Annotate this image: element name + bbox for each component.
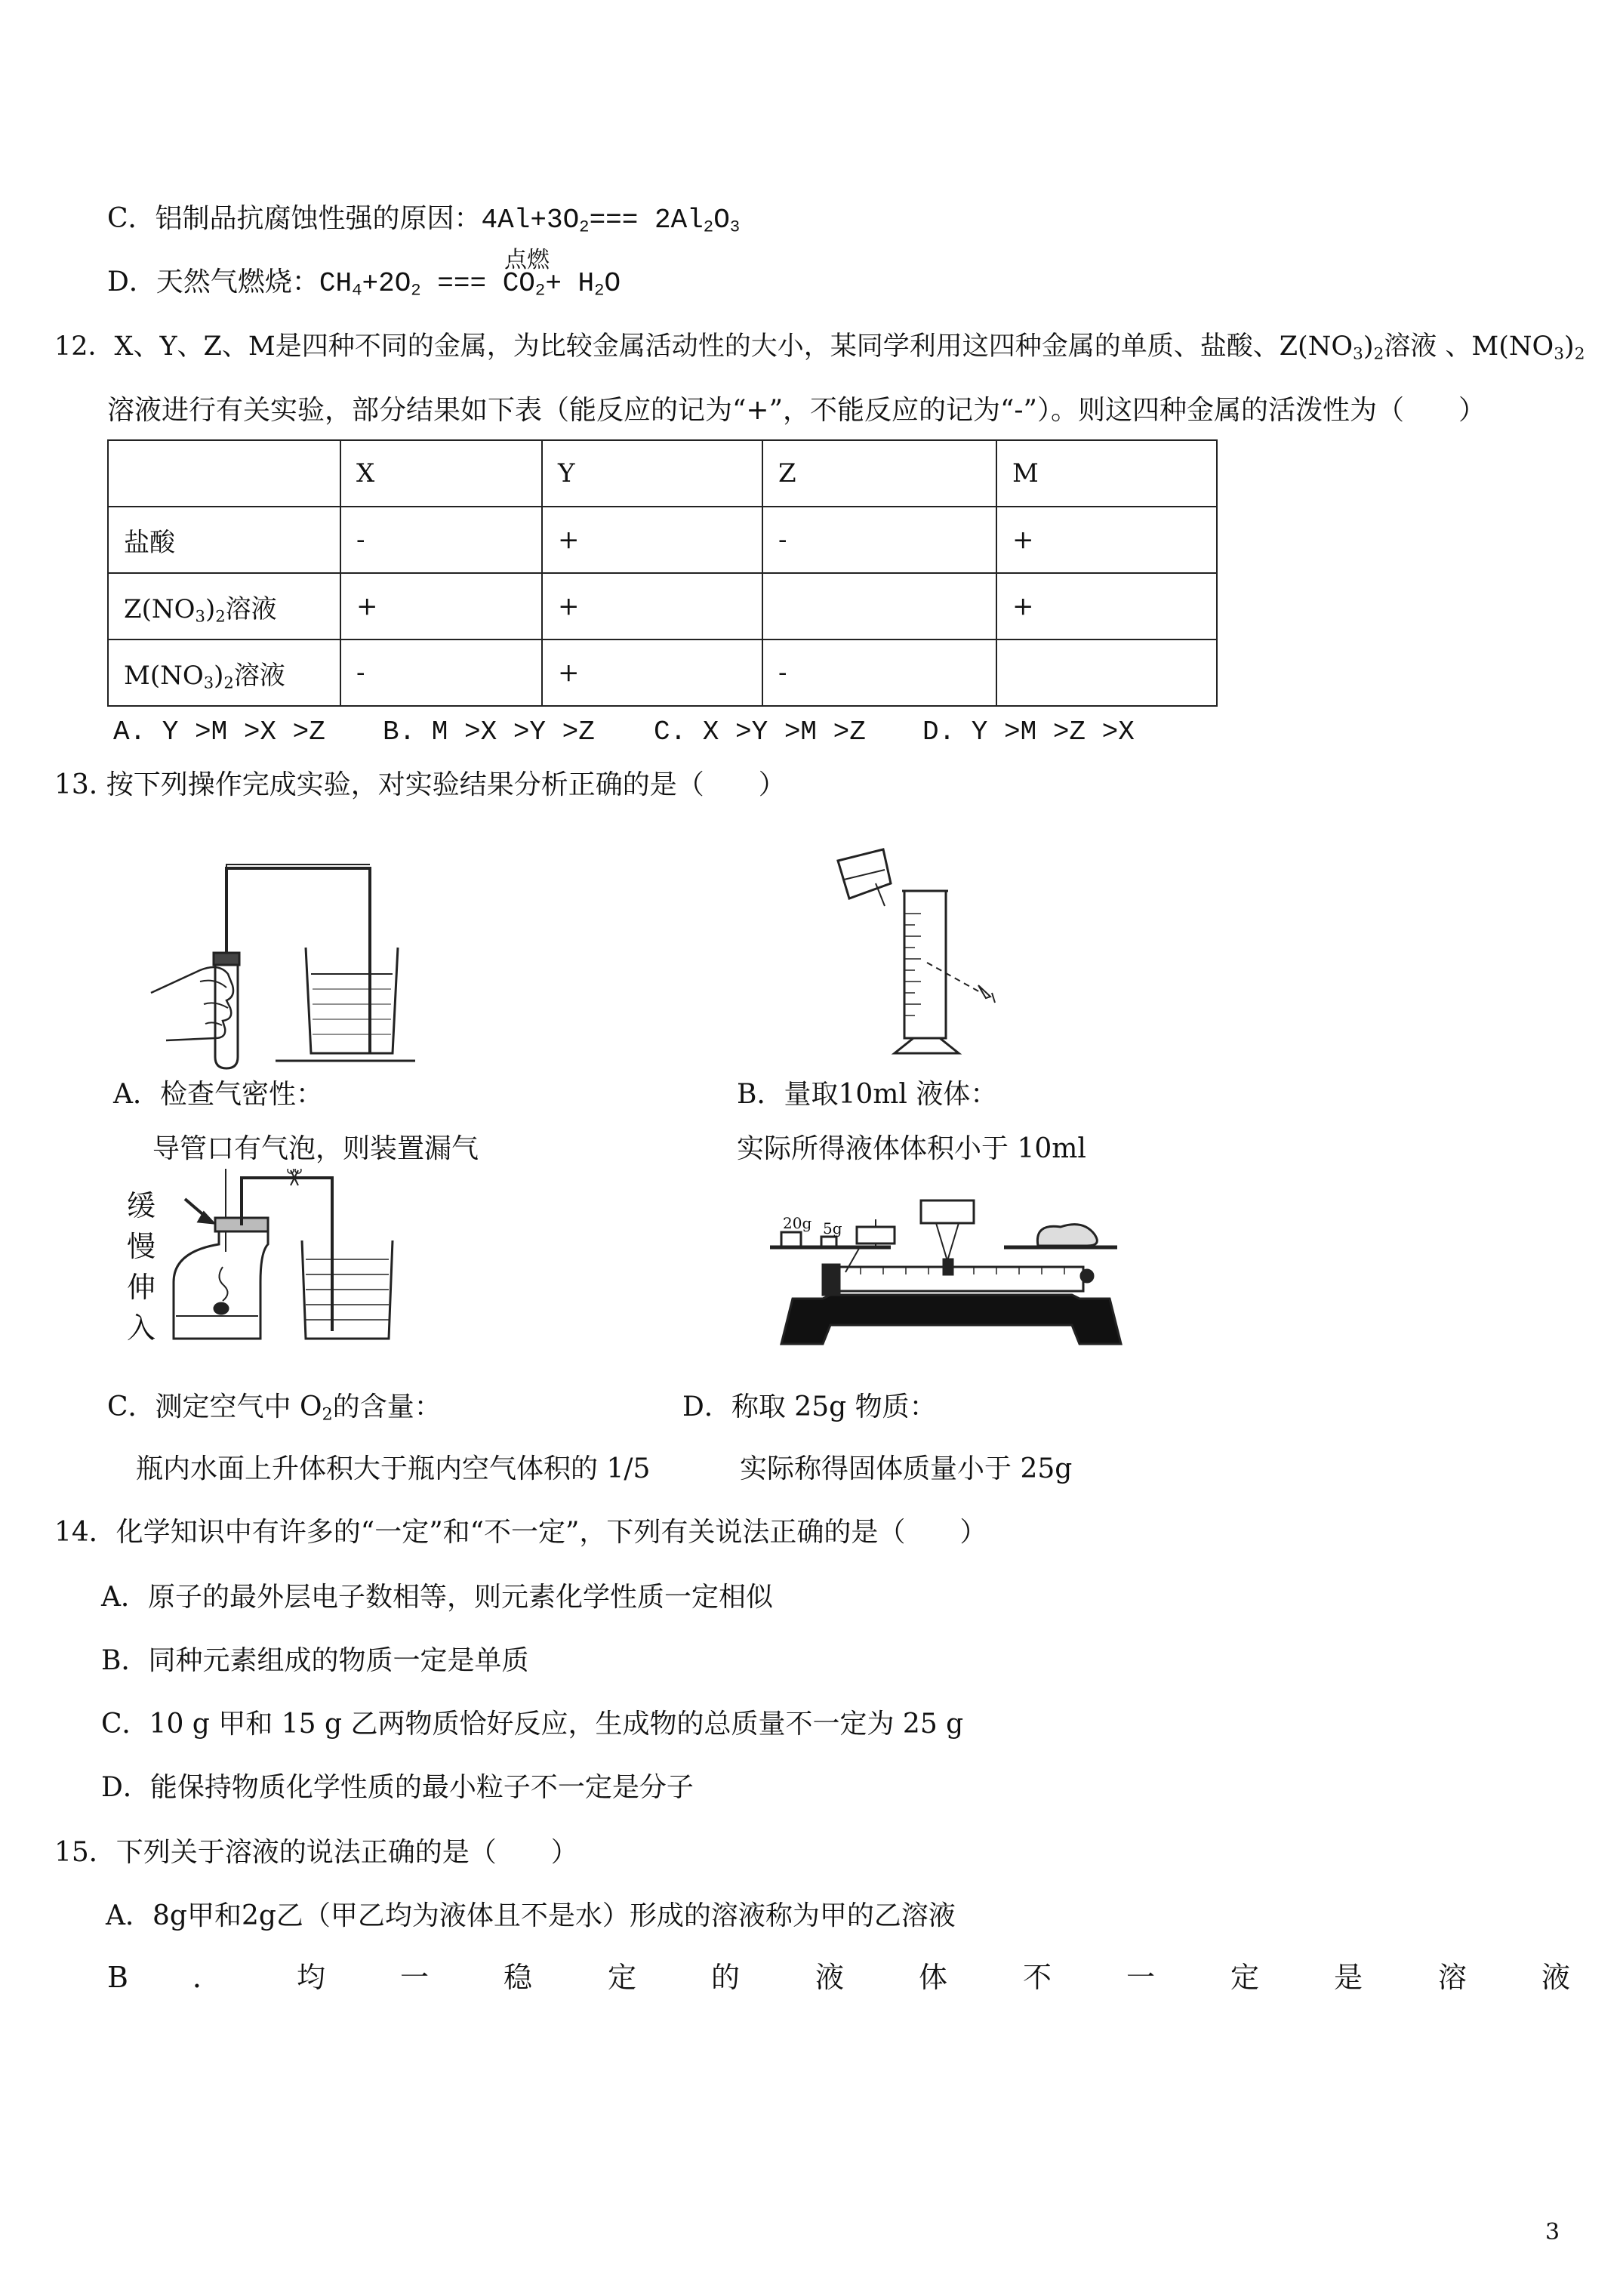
q13-option-c-desc: 瓶内水面上升体积大于瓶内空气体积的 1/5: [136, 1453, 651, 1484]
hand-icon: [151, 967, 233, 1040]
eye-icon: [978, 985, 995, 1003]
table-cell: [996, 639, 1217, 706]
q13-option-a-title: A．检查气密性：: [113, 1079, 323, 1110]
table-header-cell: Y: [542, 440, 762, 507]
reaction-condition: 点燃: [504, 247, 550, 273]
table-cell: +: [542, 573, 762, 639]
table-header-cell: [108, 440, 340, 507]
table-cell: -: [762, 639, 996, 706]
q12-option-d: D. Y >M >Z >X: [922, 717, 1135, 747]
row-label: $Z(NO_3)_2$溶液: [108, 573, 340, 639]
q14-option-d: D．能保持物质化学性质的最小粒子不一定是分子: [101, 1772, 694, 1803]
table-header-cell: X: [340, 440, 542, 507]
slowly-insert-label: 缓 慢 伸 入: [127, 1189, 156, 1345]
pan-left-icon: [857, 1227, 895, 1244]
table-header-cell: M: [996, 440, 1217, 507]
q12-stem-line1: 12．X、Y、Z、M是四种不同的金属，为比较金属活动性的大小，某同学利用这四种金属的单质、盐酸、$Z(NO_3)_2$溶液 、$M(NO_3)_2$: [54, 331, 1585, 364]
q12-results-table: [107, 439, 1218, 707]
weight-label-20g: 20g: [783, 1214, 812, 1232]
row-label: $M(NO_3)_2$溶液: [108, 639, 340, 706]
table-header-cell: Z: [762, 440, 996, 507]
weight-icon: [781, 1232, 801, 1247]
q12-option-b: B. M >X >Y >Z: [383, 717, 595, 747]
table-cell: -: [762, 507, 996, 573]
table-cell: [762, 573, 996, 639]
q14-option-b: B．同种元素组成的物质一定是单质: [101, 1645, 529, 1676]
test-tube-icon: [215, 959, 238, 1068]
page-number: 3: [1545, 2219, 1560, 2245]
table-cell: -: [340, 507, 542, 573]
sample-icon: [1037, 1225, 1097, 1246]
figure-graduated-cylinder: [830, 838, 1027, 1065]
table-row: [108, 639, 1217, 706]
table-cell: +: [542, 507, 762, 573]
q12-stem-line2: 溶液进行有关实验，部分结果如下表（能反应的记为“+”，不能反应的记为“-”）。则这四种金属的活泼性为（ ）: [107, 395, 1486, 426]
q13-option-b-desc: 实际所得液体体积小于 10ml: [737, 1133, 1086, 1164]
q11-option-c: C．铝制品抗腐蚀性强的原因：$4Al+3O_2=== 2Al_2O_3$: [107, 203, 741, 237]
q15-stem: 15．下列关于溶液的说法正确的是（ ）: [54, 1837, 578, 1868]
figure-airtightness-check: [143, 853, 415, 1080]
q13-option-d-title: D．称取 25g 物质：: [682, 1391, 937, 1422]
q14-option-a: A．原子的最外层电子数相等，则元素化学性质一定相似: [101, 1582, 773, 1613]
q14-option-c: C．10 g 甲和 15 g 乙两物质恰好反应，生成物的总质量不一定为 25 g: [101, 1709, 964, 1740]
beaker-icon: [306, 948, 398, 1053]
weight-label-5g: 5g: [823, 1219, 842, 1237]
table-row: [108, 507, 1217, 573]
table-cell: +: [996, 507, 1217, 573]
q14-stem: 14．化学知识中有许多的“一定”和“不一定”，下列有关说法正确的是（ ）: [54, 1517, 987, 1548]
q13-option-a-desc: 导管口有气泡，则装置漏气: [152, 1133, 479, 1164]
flask-icon: [174, 1231, 268, 1339]
q13-option-d-desc: 实际称得固体质量小于 25g: [740, 1453, 1073, 1484]
q15-option-a: A．8g甲和2g乙（甲乙均为液体且不是水）形成的溶液称为甲的乙溶液: [106, 1900, 956, 1931]
table-row: [108, 573, 1217, 639]
q13-option-c-title: C．测定空气中 $O_2$的含量：: [107, 1391, 442, 1425]
table-cell: +: [996, 573, 1217, 639]
table-header-row: [108, 440, 1217, 507]
q11-option-d: D．天然气燃烧：$CH_4+2O_2$ === $CO_2+ H_2O$: [107, 267, 621, 300]
q12-option-a: A. Y >M >X >Z: [113, 717, 325, 747]
table-cell: +: [542, 639, 762, 706]
table-cell: -: [340, 639, 542, 706]
q13-stem: 13. 按下列操作完成实验，对实验结果分析正确的是（ ）: [54, 769, 786, 800]
q12-option-c: C. X >Y >M >Z: [654, 717, 866, 747]
balance-beam-icon: [834, 1267, 1083, 1291]
row-label: 盐酸: [108, 507, 340, 573]
figure-oxygen-measurement: [162, 1169, 404, 1350]
figure-balance-scale: [762, 1193, 1140, 1351]
q13-option-b-title: B．量取10ml 液体：: [737, 1079, 998, 1110]
balance-base-icon: [781, 1295, 1121, 1344]
scale-dial-icon: [921, 1200, 974, 1223]
table-cell: +: [340, 573, 542, 639]
